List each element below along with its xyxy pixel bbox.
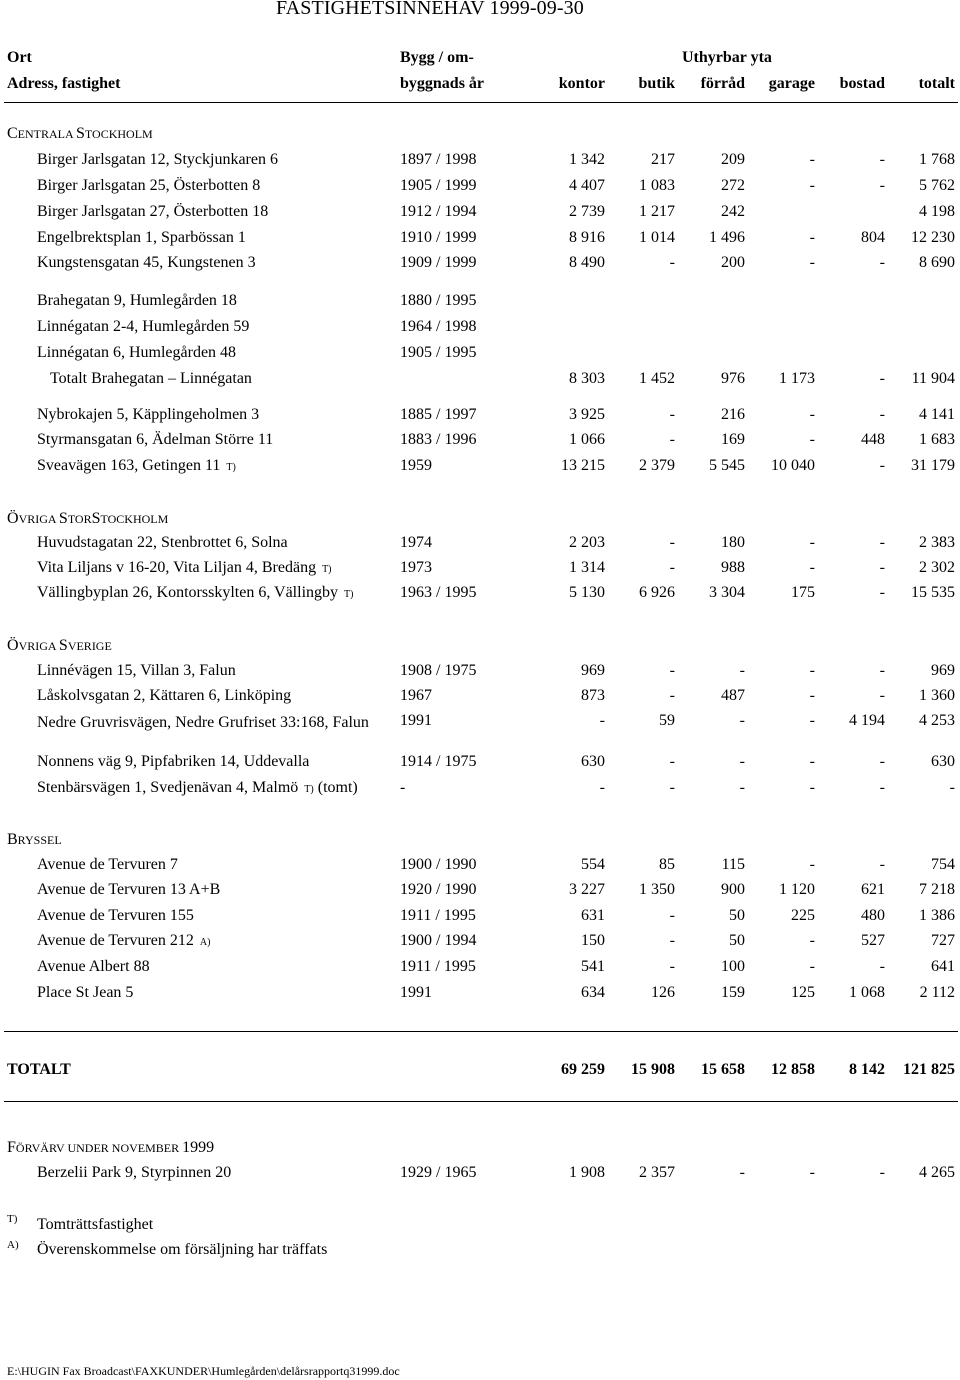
table-row: Stenbärsvägen 1, Svedjenävan 4, Malmö T) (tomt) - - - - - - - — [37, 779, 955, 796]
table-row: Place St Jean 5 1991 634 126 159 125 1 068 2 112 — [37, 984, 955, 1001]
header-garage: garage — [768, 75, 815, 92]
footnote-marker: T) — [304, 784, 314, 795]
section-forvarv: FÖRVÄRV UNDER NOVEMBER 1999 — [7, 1139, 215, 1156]
footnote-marker: T) — [344, 589, 354, 600]
table-row: Låskolvsgatan 2, Kättaren 6, Linköping 1967 873 - 487 - - 1 360 — [37, 687, 955, 704]
table-row: Avenue de Tervuren 212 A) 1900 / 1994 150 - 50 - 527 727 — [37, 932, 955, 949]
table-row: Avenue de Tervuren 155 1911 / 1995 631 - 50 225 480 1 386 — [37, 907, 955, 924]
table-row: Huvudstagatan 22, Stenbrottet 6, Solna 1974 2 203 - 180 - - 2 383 — [37, 534, 955, 551]
section-centrala-stockholm: CENTRALA STOCKHOLM — [7, 125, 153, 142]
footnote-marker: A) — [199, 937, 211, 948]
table-row: Styrmansgatan 6, Ädelman Större 11 1883 / 1996 1 066 - 169 - 448 1 683 — [37, 431, 955, 448]
table-row: Nonnens väg 9, Pipfabriken 14, Uddevalla 1914 / 1975 630 - - - - 630 — [37, 753, 955, 770]
header-butik: butik — [638, 75, 675, 92]
header-bostad: bostad — [839, 75, 885, 92]
table-row: Birger Jarlsgatan 27, Österbotten 18 1912 / 1994 2 739 1 217 242 4 198 — [37, 203, 955, 220]
table-row: Berzelii Park 9, Styrpinnen 20 1929 / 1965 1 908 2 357 - - - 4 265 — [37, 1164, 955, 1181]
file-path: E:\HUGIN Fax Broadcast\FAXKUNDER\Humlegården\delårsrapportq31999.doc — [7, 1364, 400, 1378]
table-row: Kungstensgatan 45, Kungstenen 3 1909 / 1999 8 490 - 200 - - 8 690 — [37, 254, 955, 271]
table-row: Linnégatan 6, Humlegården 48 1905 / 1995 — [37, 344, 477, 361]
table-row: Birger Jarlsgatan 25, Österbotten 8 1905 / 1999 4 407 1 083 272 - - 5 762 — [37, 177, 955, 194]
table-row: Engelbrektsplan 1, Sparbössan 1 1910 / 1999 8 916 1 014 1 496 - 804 12 230 — [37, 229, 955, 246]
table-row: Linnévägen 15, Villan 3, Falun 1908 / 1975 969 - - - - 969 — [37, 662, 955, 679]
footnote-text-a: Överenskommelse om försäljning har träffats — [37, 1241, 328, 1258]
table-row: Avenue Albert 88 1911 / 1995 541 - 100 - - 641 — [37, 958, 955, 975]
header-ort: Ort — [7, 49, 32, 66]
table-row: Avenue de Tervuren 13 A+B 1920 / 1990 3 227 1 350 900 1 120 621 7 218 — [37, 881, 955, 898]
total-rule — [4, 1031, 958, 1032]
header-totalt: totalt — [918, 75, 955, 92]
page-title: FASTIGHETSINNEHAV 1999-09-30 — [276, 0, 584, 19]
footnote-marker: T) — [322, 564, 332, 575]
grand-total-row: TOTALT 69 259 15 908 15 658 12 858 8 142 121 825 — [7, 1061, 955, 1078]
table-row: Vita Liljans v 16-20, Vita Liljan 4, Bredäng T) 1973 1 314 - 988 - - 2 302 — [37, 559, 955, 576]
header-forrad: förråd — [700, 75, 745, 92]
header-rule — [4, 102, 958, 103]
subtotal-row: Totalt Brahegatan – Linnégatan 8 303 1 452 976 1 173 - 11 904 — [50, 370, 955, 387]
bottom-rule — [4, 1101, 958, 1102]
table-row: Nedre Gruvrisvägen, Nedre Grufriset 33:168, Falun 1991 - 59 - - 4 194 4 253 — [37, 712, 955, 731]
table-row: Avenue de Tervuren 7 1900 / 1990 554 85 115 - - 754 — [37, 856, 955, 873]
header-adress: Adress, fastighet — [7, 75, 121, 92]
section-ovriga-sverige: ÖVRIGA SVERIGE — [7, 637, 112, 654]
table-row: Nybrokajen 5, Käpplingeholmen 3 1885 / 1997 3 925 - 216 - - 4 141 — [37, 406, 955, 423]
table-row: Vällingbyplan 26, Kontorsskylten 6, Vällingby T) 1963 / 1995 5 130 6 926 3 304 175 - 15 535 — [37, 584, 955, 601]
table-row: Linnégatan 2-4, Humlegården 59 1964 / 1998 — [37, 318, 477, 335]
footnote-mark-t: T) — [7, 1213, 18, 1225]
header-bygg-2: byggnads år — [400, 75, 485, 92]
table-row: Brahegatan 9, Humlegården 18 1880 / 1995 — [37, 292, 477, 309]
footnote-mark-a: A) — [7, 1239, 19, 1251]
footnote-text-t: Tomträttsfastighet — [37, 1216, 154, 1233]
section-ovriga-storstockholm: ÖVRIGA STORSTOCKHOLM — [7, 510, 169, 527]
section-bryssel: BRYSSEL — [7, 831, 62, 848]
footnote-marker: T) — [226, 462, 236, 473]
table-row: Sveavägen 163, Getingen 11 T) 1959 13 215 2 379 5 545 10 040 - 31 179 — [37, 457, 955, 474]
table-row: Birger Jarlsgatan 12, Styckjunkaren 6 1897 / 1998 1 342 217 209 - - 1 768 — [37, 151, 955, 168]
header-uthyrbar: Uthyrbar yta — [682, 49, 772, 66]
header-bygg-1: Bygg / om- — [400, 49, 474, 66]
header-kontor: kontor — [558, 75, 605, 92]
